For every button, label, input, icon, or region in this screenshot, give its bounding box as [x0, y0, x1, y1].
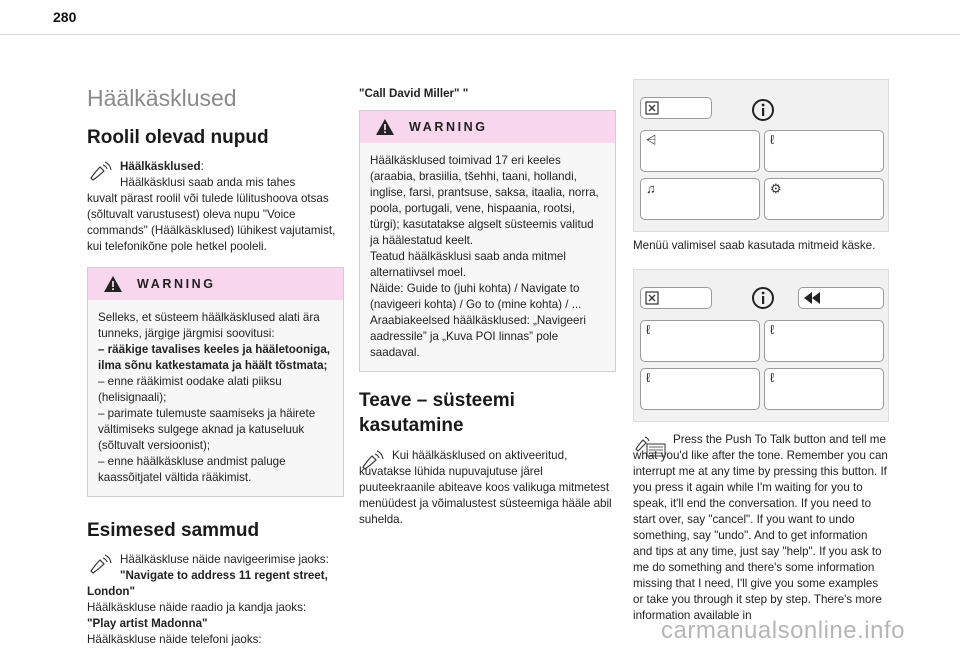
screen-button [764, 368, 884, 410]
heading-steering-controls: Roolil olevad nupud [87, 127, 269, 148]
first-steps-intro: Häälkäskluse näide navigeerimise jaoks: [120, 553, 329, 566]
warning-line: – parimate tulemuste saamiseks ja häirete vältimiseks sulgege aknad ja katuseluuk (sõltuvalt versioonist); [98, 407, 316, 452]
phone-intro: Häälkäskluse näide telefoni jaoks: [87, 633, 262, 646]
voice-commands-label: Häälkäsklused [120, 160, 201, 173]
nav-example-2: London" [87, 585, 135, 598]
screen-button [640, 178, 760, 220]
play-example: "Play artist Madonna" [87, 617, 208, 630]
info-icon [751, 98, 775, 122]
warning-body [360, 143, 615, 371]
voice-command-icon: ℓ [646, 322, 651, 337]
screen-button [640, 287, 712, 309]
screen-button [764, 178, 884, 220]
voice-command-icon: ℓ [646, 370, 651, 385]
screen-button [764, 130, 884, 172]
screen-illustration-2 [633, 269, 889, 422]
push-to-talk-paragraph [633, 432, 889, 624]
music-note-icon: ♫ [646, 181, 656, 196]
warning-line: – enne rääkimist oodake alati piiksu (helisignaali); [98, 375, 282, 404]
warning-line: – rääkige tavalises keeles ja hääletooniga, ilma sõnu katkestamata ja häält tõstmata; [98, 343, 331, 372]
rewind-icon [804, 292, 820, 304]
heading-first-steps: Esimesed sammud [87, 520, 260, 541]
info-icon [751, 286, 775, 310]
info-text-2: kuvatakse lühida nupuvajutuse järel puuteekraanile abiteave koos valikuga mitmetest menüüdest ja võimalustest süsteemiga hääle abil suhelda. [359, 465, 612, 526]
screen-button [640, 97, 712, 119]
page-number: 280 [53, 9, 77, 25]
mute-icon: ⩤ [646, 132, 657, 147]
warning-box-1 [87, 267, 344, 497]
voice-command-icon [359, 450, 387, 470]
first-steps-paragraph [87, 552, 344, 648]
warning-body [88, 300, 343, 496]
warning-header [88, 268, 343, 300]
close-box-icon [645, 101, 659, 115]
voice-command-icon [87, 554, 115, 574]
screen-illustration-1 [633, 79, 889, 232]
push-text-2: what you'd like after the tone. Remember you can interrupt me at any time by pressing this button. If you press it again while I'm waiting for you to speak, it'll end the conversation. If you need to start over, say "cancel". If you want to undo something, say "undo". And to get information and tips at any time, just say "help". If you ask to me do something and there's some information missing that I need, I'll give you some examples or take you through it step by step. There's more information available in [633, 449, 888, 622]
heading-info [359, 388, 616, 438]
screen-button [640, 130, 760, 172]
column-2 [359, 86, 616, 528]
warning-triangle-icon [103, 275, 123, 293]
warning-text: Näide: Guide to (juhi kohta) / Navigate to (navigeeri kohta) / Go to (mine kohta) / ... Araabiakeelsed häälkäsklused: „Navigeeri aadressile” ja „Kuva POI linnas” pole saadaval. [370, 282, 586, 359]
voice-command-icon [87, 161, 115, 181]
voice-keypad-icon [633, 434, 667, 458]
push-text-1: Press the Push To Talk button and tell me [673, 433, 886, 446]
watermark: carmanualsonline.info [661, 617, 905, 644]
screen-button [640, 320, 760, 362]
caption-menu: Menüü valimisel saab kasutada mitmeid käske. [633, 239, 876, 252]
heading-info-line-2: kasutamine [359, 415, 464, 436]
nav-example-1: "Navigate to address 11 regent street, [120, 569, 328, 582]
info-paragraph [359, 448, 616, 528]
info-text-1: Kui häälkäsklused on aktiveeritud, [392, 449, 568, 462]
warning-title: WARNING [137, 277, 216, 291]
screen-button [764, 320, 884, 362]
screen-button [798, 287, 884, 309]
warning-text: Häälkäsklused toimivad 17 eri keeles (araabia, brasiilia, tšehhi, taani, hollandi, inglise, farsi, prantsuse, saksa, itaalia, norra, poola, portugali, vene, hispaania, rootsi, türgi); kasutatakse algselt süsteemis valitud ja häälestatud keelt. [370, 154, 599, 247]
warning-line: – enne häälkäskluse andmist paluge kaassõitjatel vältida rääkimist. [98, 455, 286, 484]
close-box-icon [645, 291, 659, 305]
warning-box-2 [359, 110, 616, 372]
call-example: "Call David Miller" " [359, 87, 469, 100]
voice-colon: : [200, 160, 204, 173]
settings-icon: ⚙ [770, 181, 782, 196]
voice-command-icon: ℓ [770, 370, 775, 385]
heading-info-line-1: Teave – süsteemi [359, 390, 515, 411]
voice-text-2: kuvalt pärast roolil või tulede lülitushoova otsas (sõltuvalt varustusest) oleva nupu "Voice commands" (Häälkäsklused) lühikest vajutamist, kui telefonikõne pole hetkel pooleli. [87, 192, 336, 253]
voice-text-1: Häälkäsklusi saab anda mis tahes [120, 176, 296, 189]
radio-intro: Häälkäskluse näide raadio ja kandja jaoks: [87, 601, 307, 614]
column-3 [633, 79, 889, 624]
warning-header [360, 111, 615, 143]
section-title: Häälkäsklused [87, 85, 237, 111]
warning-triangle-icon [375, 118, 395, 136]
column-1 [87, 70, 344, 648]
warning-title: WARNING [409, 120, 488, 134]
warning-text: Teatud häälkäsklusi saab anda mitmel alternatiivsel moel. [370, 250, 566, 279]
voice-command-icon: ℓ [770, 322, 775, 337]
screen-button [640, 368, 760, 410]
warning-line: Selleks, et süsteem häälkäsklused alati ära tunneks, järgige järgmisi soovitusi: [98, 311, 320, 340]
voice-command-icon: ℓ [770, 132, 775, 147]
top-divider [0, 34, 960, 35]
voice-commands-paragraph [87, 159, 344, 255]
